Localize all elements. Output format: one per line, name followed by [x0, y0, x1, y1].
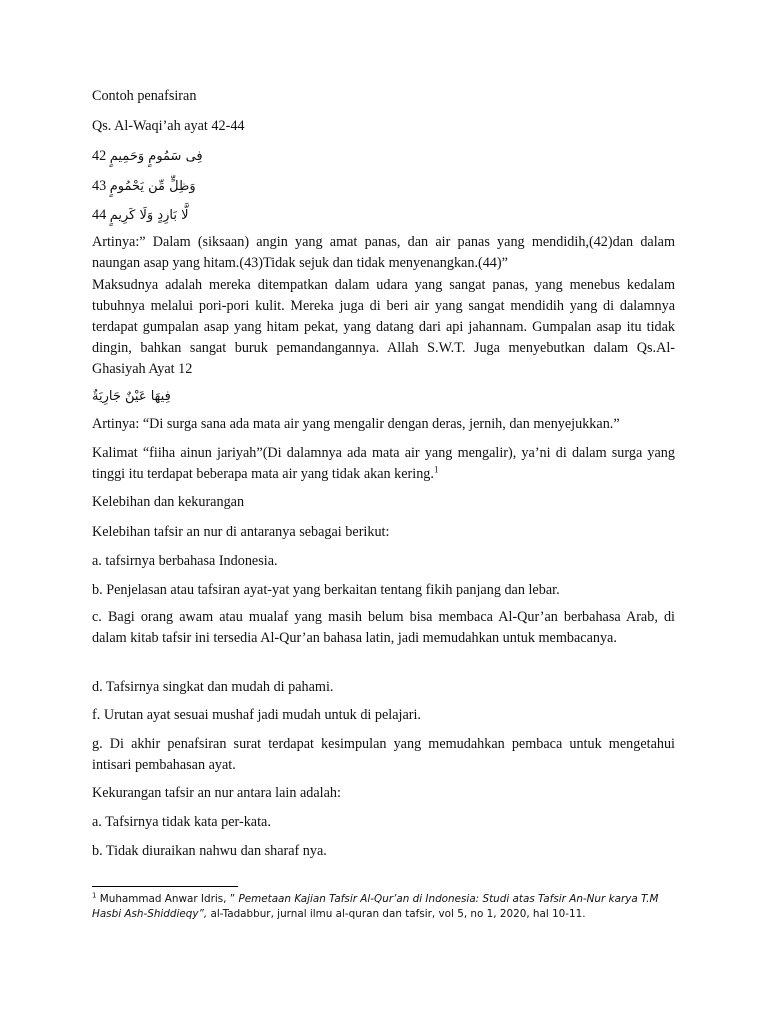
footnote-author: Muhammad Anwar Idris, ”	[96, 893, 236, 905]
verse-ghasiyah-12	[92, 386, 171, 407]
kelebihan-intro: Kelebihan tafsir an nur di antaranya sebagai berikut:	[92, 524, 390, 540]
verse-42	[92, 146, 203, 167]
page-heading: Contoh penafsiran	[92, 88, 197, 104]
verse-number: 43	[92, 178, 107, 194]
footnote	[92, 892, 675, 922]
footnote-title: Pemetaan Kajian Tafsir Al-Qur’an di Indonesia: Studi atas Tafsir An-Nur karya T.M Hasbi Ash-Shiddieqy”,	[92, 893, 659, 920]
kelebihan-item: g. Di akhir penafsiran surat terdapat kesimpulan yang memudahkan pembaca untuk mengetahui intisari pembahasan ayat.	[92, 736, 675, 773]
footnote-number: 1	[92, 891, 97, 900]
verse-number: 42	[92, 148, 107, 164]
explanation-paragraph: Maksudnya adalah mereka ditempatkan dalam udara yang sangat panas, yang menebus kedalam tubuhnya melalui pori-pori kulit. Mereka juga di beri air yang sangat mendidih yang di dalamnya terdapat gumpalan asap yang hitam pekat, yang datang dari api jahannam. Gumpalan asap itu tidak dingin, bahkan sangat buruk pemandangannya. Allah S.W.T. Juga menyebutkan dalam Qs.Al-Ghasiyah Ayat 12	[92, 277, 675, 377]
verse-44	[92, 205, 189, 226]
verse-43	[92, 176, 196, 197]
kekurangan-item: b. Tidak diuraikan nahwu dan sharaf nya.	[92, 843, 327, 859]
kekurangan-item: a. Tafsirnya tidak kata per-kata.	[92, 814, 271, 830]
verse-number: 44	[92, 207, 107, 223]
surah-reference: Qs. Al-Waqi’ah ayat 42-44	[92, 118, 245, 134]
kalimat-text: Kalimat “fiiha ainun jariyah”(Di dalamnya ada mata air yang mengalir), ya’ni di dalam surga yang tinggi itu terdapat beberapa mata air yang tidak akan kering.	[92, 445, 675, 482]
kelebihan-item: b. Penjelasan atau tafsiran ayat-yat yang berkaitan tentang fikih panjang dan lebar.	[92, 582, 560, 598]
kelebihan-item: d. Tafsirnya singkat dan mudah di pahami.	[92, 679, 334, 695]
verse-arabic: وَظِلٍّ مِّن يَحْمُومٍ	[109, 179, 196, 194]
footnote-divider	[92, 886, 238, 887]
kekurangan-intro: Kekurangan tafsir an nur antara lain adalah:	[92, 785, 341, 801]
footnote-reference: 1	[433, 464, 439, 475]
kelebihan-item: a. tafsirnya berbahasa Indonesia.	[92, 553, 278, 569]
kelebihan-item: c. Bagi orang awam atau mualaf yang masih belum bisa membaca Al-Qur’an berbahasa Arab, di dalam kitab tafsir ini tersedia Al-Qur’an bahasa latin, jadi memudahkan untuk membacanya.	[92, 609, 675, 646]
verse-arabic: لَّا بَارِدٍ وَلَا كَرِيمٍ	[109, 208, 189, 223]
kalimat-paragraph	[92, 443, 675, 485]
verse-arabic: فِيهَا عَيْنٌ جَارِيَةٌ	[92, 389, 171, 404]
translation-waqiah: Artinya:” Dalam (siksaan) angin yang amat panas, dan air panas yang mendidih,(42)dan dalam naungan asap yang hitam.(43)Tidak sejuk dan tidak menyenangkan.(44)”	[92, 234, 675, 271]
translation-ghasiyah: Artinya: “Di surga sana ada mata air yang mengalir dengan deras, jernih, dan menyejukkan.”	[92, 416, 620, 432]
verse-arabic: فِى سَمُومٍ وَحَمِيمٍ	[109, 149, 203, 164]
footnote-source: al-Tadabbur, jurnal ilmu al-quran dan tafsir, vol 5, no 1, 2020, hal 10-11.	[207, 908, 586, 920]
kelebihan-item: f. Urutan ayat sesuai mushaf jadi mudah untuk di pelajari.	[92, 707, 421, 723]
section-title: Kelebihan dan kekurangan	[92, 494, 245, 510]
